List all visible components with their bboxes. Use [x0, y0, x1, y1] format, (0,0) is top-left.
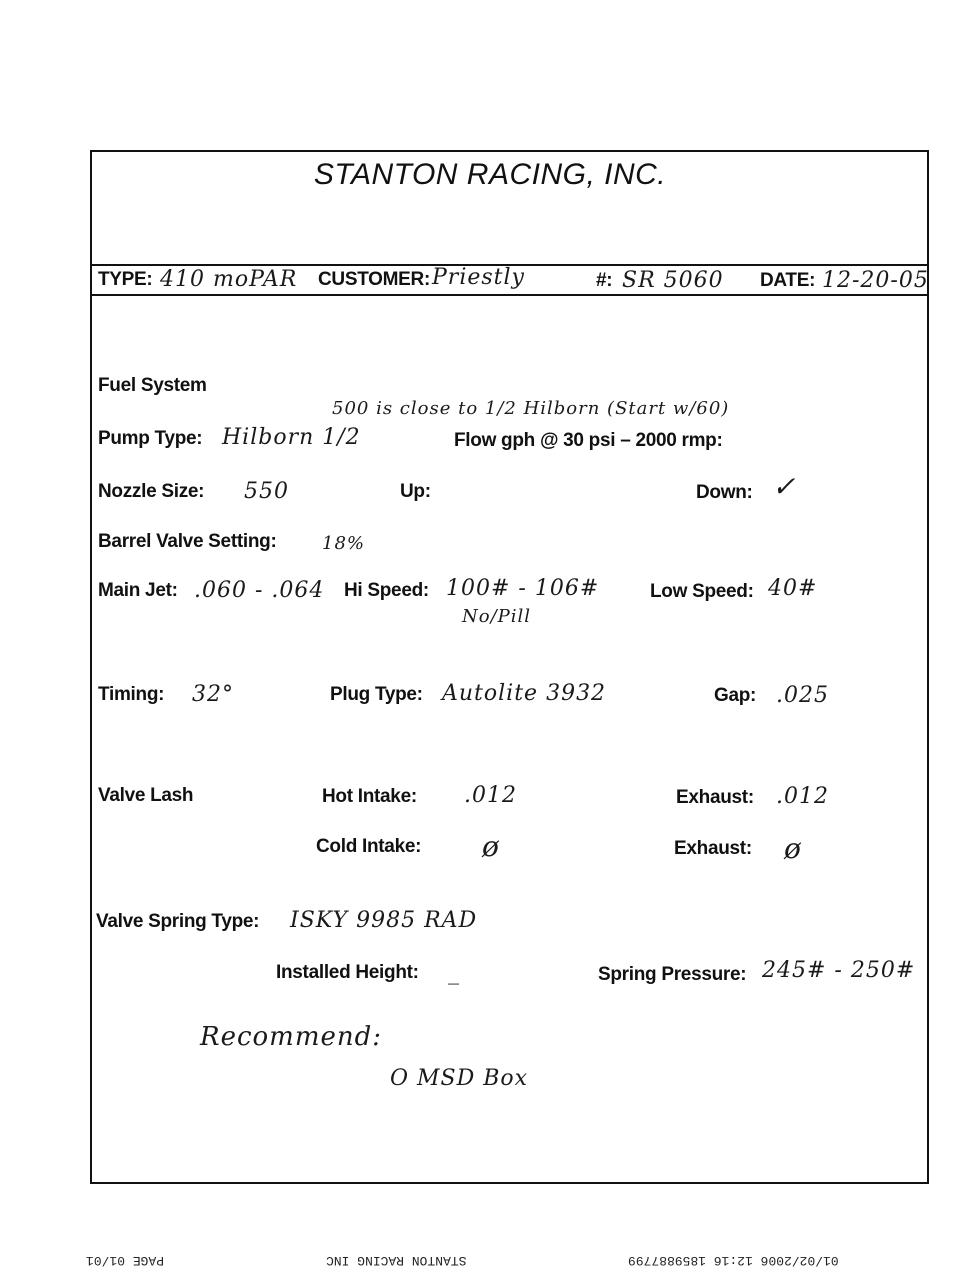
form-title: STANTON RACING, INC.	[313, 158, 667, 191]
type-value: 410 moPAR	[160, 267, 298, 292]
nozzle-size-value: 550	[244, 479, 289, 504]
main-jet-label: Main Jet:	[98, 580, 178, 601]
low-speed-label: Low Speed:	[650, 581, 754, 602]
down-label: Down:	[696, 482, 753, 503]
cold-exhaust-label: Exhaust:	[674, 838, 752, 859]
installed-height-value: _	[448, 960, 460, 985]
footer-page: PAGE 01/01	[86, 1253, 165, 1268]
fuel-note: 500 is close to 1/2 Hilborn (Start w/60)	[332, 398, 730, 419]
gap-value: .025	[776, 683, 829, 708]
recommend-item: O MSD Box	[390, 1066, 529, 1091]
recommend-label: Recommend:	[200, 1022, 383, 1052]
footer-company: STANTON RACING INC	[326, 1253, 467, 1268]
date-label: DATE:	[760, 270, 816, 291]
date-value: 12-20-05	[822, 268, 929, 293]
barrel-valve-value: 18%	[322, 533, 366, 554]
spring-pressure-value: 245# - 250#	[762, 958, 916, 983]
cold-intake-label: Cold Intake:	[316, 836, 422, 857]
gap-label: Gap:	[714, 685, 757, 706]
down-check: ✓	[772, 470, 797, 503]
plug-type-label: Plug Type:	[330, 684, 423, 705]
timing-label: Timing:	[98, 684, 165, 705]
hi-speed-note: No/Pill	[462, 606, 532, 627]
hot-exhaust-label: Exhaust:	[676, 787, 754, 808]
valve-spring-type-value: ISKY 9985 RAD	[290, 908, 478, 933]
fuel-system-heading: Fuel System	[98, 375, 207, 396]
header-bottom-rule	[90, 294, 929, 296]
pump-type-value: Hilborn 1/2	[222, 425, 361, 450]
flow-label: Flow gph @ 30 psi – 2000 rmp:	[454, 430, 723, 451]
customer-value: Priestly	[432, 265, 525, 290]
hi-speed-label: Hi Speed:	[344, 580, 429, 601]
barrel-valve-label: Barrel Valve Setting:	[98, 531, 277, 552]
installed-height-label: Installed Height:	[276, 962, 419, 983]
nozzle-size-label: Nozzle Size:	[98, 481, 205, 502]
hot-intake-value: .012	[464, 783, 517, 808]
timing-value: 32°	[192, 682, 234, 707]
hi-speed-value: 100# - 106#	[446, 576, 600, 601]
valve-lash-label: Valve Lash	[98, 785, 194, 806]
spring-pressure-label: Spring Pressure:	[598, 964, 747, 985]
cold-exhaust-value: ø	[784, 832, 802, 865]
valve-spring-type-label: Valve Spring Type:	[96, 911, 260, 932]
up-label: Up:	[400, 481, 431, 502]
number-label: #:	[596, 270, 613, 291]
hot-intake-label: Hot Intake:	[322, 786, 417, 807]
cold-intake-value: ø	[482, 830, 500, 863]
footer-fax-stamp: 01/02/2006 12:16 1859887799	[628, 1253, 839, 1268]
customer-label: CUSTOMER:	[318, 269, 431, 290]
type-label: TYPE:	[98, 269, 153, 290]
number-value: SR 5060	[622, 268, 724, 293]
main-jet-value: .060 - .064	[194, 578, 325, 603]
pump-type-label: Pump Type:	[98, 428, 203, 449]
plug-type-value: Autolite 3932	[442, 681, 607, 706]
hot-exhaust-value: .012	[776, 784, 829, 809]
low-speed-value: 40#	[768, 576, 818, 601]
